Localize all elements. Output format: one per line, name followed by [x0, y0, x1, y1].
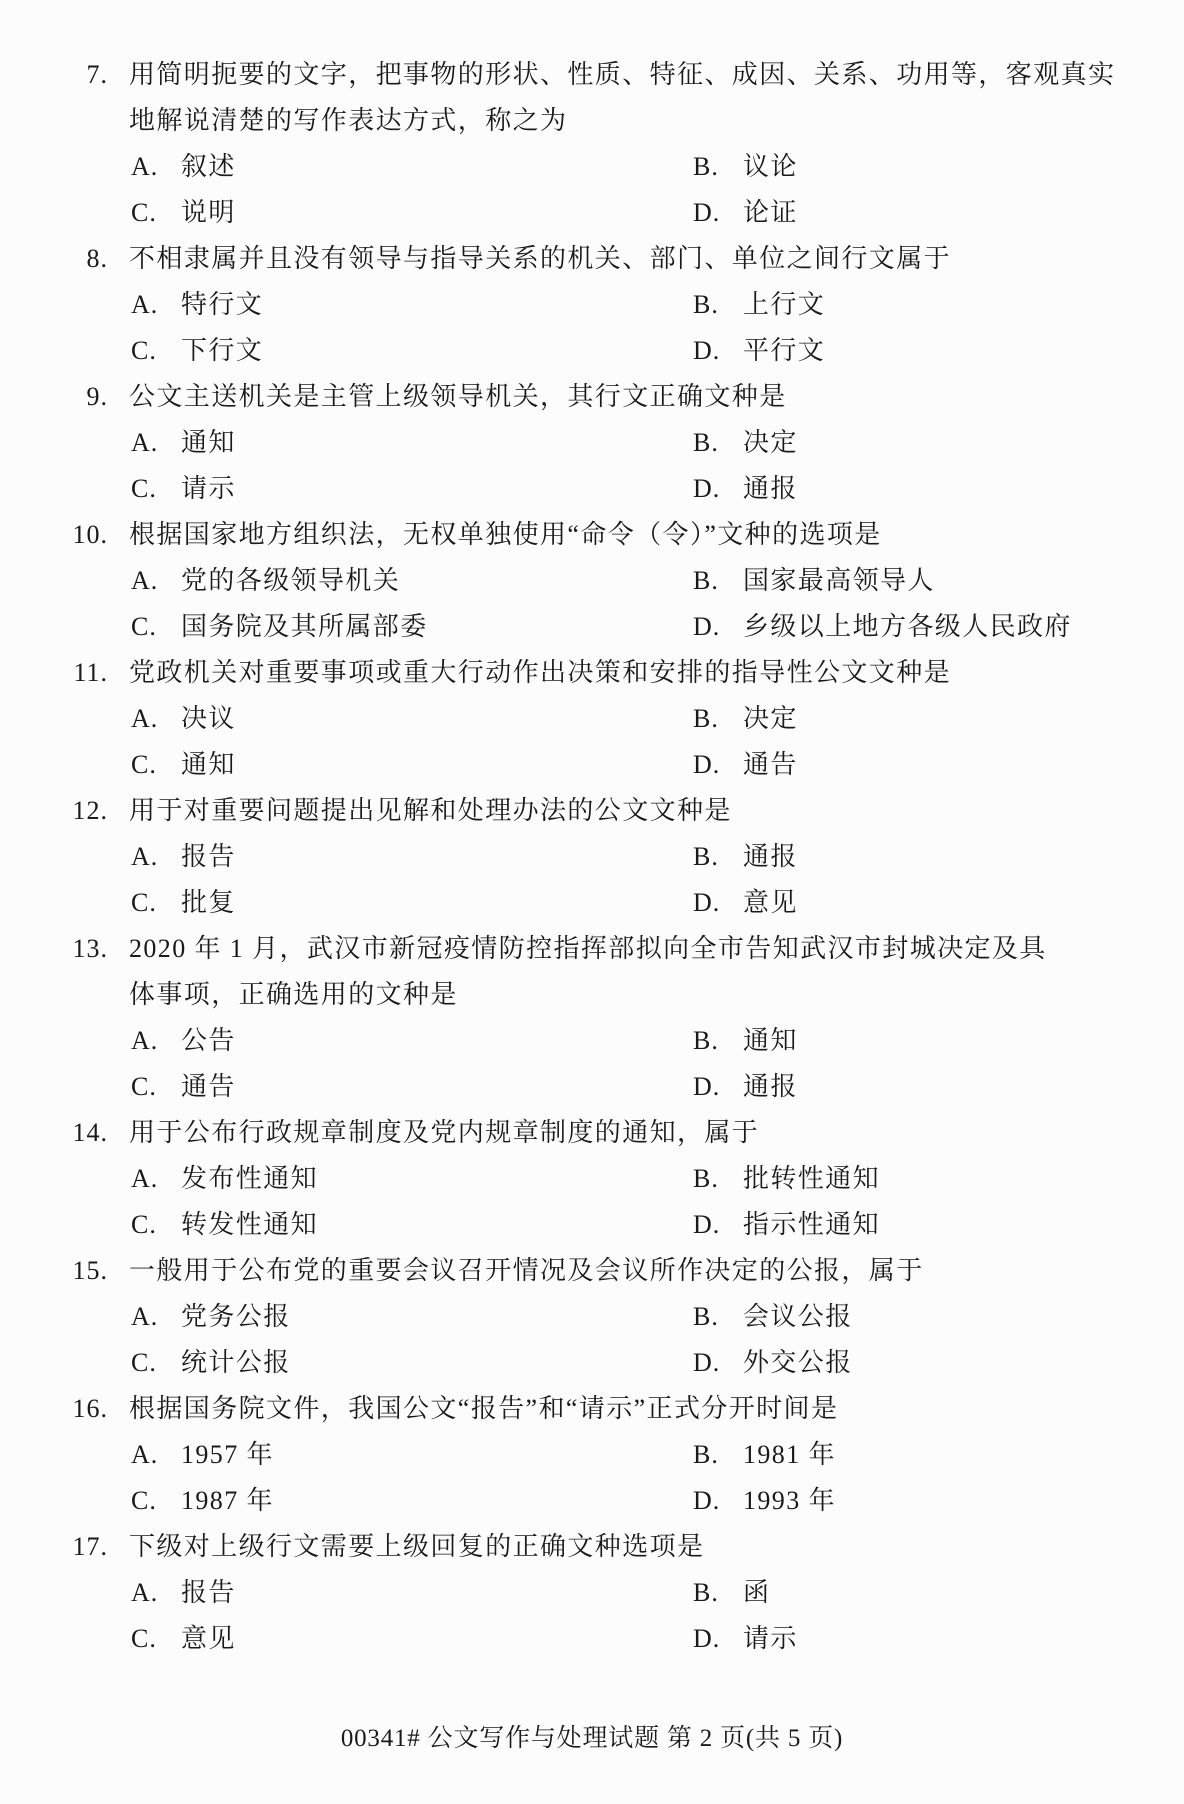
- option-item: [131, 742, 693, 788]
- option-label: B.: [693, 428, 719, 457]
- option-grid: [131, 282, 1184, 374]
- question-text: 公文主送机关是主管上级领导机关，其行文正确文种是: [129, 382, 787, 411]
- question-text: 用简明扼要的文字，把事物的形状、性质、特征、成因、关系、功用等，客观真实: [129, 60, 1116, 89]
- option-grid: [131, 834, 1184, 926]
- option-label: A.: [131, 842, 159, 871]
- option-item: [131, 1432, 693, 1478]
- option-label: D.: [693, 1486, 721, 1515]
- question-number: 8.: [86, 244, 108, 273]
- option-item: [693, 558, 1184, 604]
- option-item: [693, 466, 1184, 512]
- option-label: D.: [693, 336, 721, 365]
- option-text: 通告: [181, 1072, 236, 1101]
- option-item: [131, 190, 693, 236]
- option-text: 外交公报: [743, 1348, 853, 1377]
- option-item: [693, 604, 1184, 650]
- option-text: 发布性通知: [181, 1164, 319, 1193]
- option-text: 党务公报: [181, 1302, 291, 1331]
- option-text: 转发性通知: [181, 1210, 319, 1239]
- question-number: 10.: [72, 520, 108, 549]
- option-text: 通知: [743, 1026, 798, 1055]
- option-text: 通报: [743, 842, 798, 871]
- option-text: 1981 年: [743, 1440, 836, 1469]
- option-item: [693, 190, 1184, 236]
- option-item: [131, 880, 693, 926]
- question-line: [0, 52, 1184, 98]
- option-item: [131, 328, 693, 374]
- option-text: 请示: [743, 1624, 798, 1653]
- option-item: [131, 696, 693, 742]
- option-label: D.: [693, 1210, 721, 1239]
- option-label: D.: [693, 1624, 721, 1653]
- option-item: [131, 466, 693, 512]
- option-label: C.: [131, 1624, 157, 1653]
- question-item: [0, 236, 1184, 374]
- option-label: A.: [131, 1026, 159, 1055]
- question-text: 党政机关对重要事项或重大行动作出决策和安排的指导性公文文种是: [129, 658, 952, 687]
- option-label: B.: [693, 290, 719, 319]
- option-label: C.: [131, 750, 157, 779]
- option-text: 请示: [181, 474, 236, 503]
- option-text: 议论: [743, 152, 798, 181]
- question-text: 下级对上级行文需要上级回复的正确文种选项是: [129, 1532, 705, 1561]
- question-item: [0, 1110, 1184, 1248]
- option-label: D.: [693, 612, 721, 641]
- option-label: C.: [131, 1072, 157, 1101]
- option-label: B.: [693, 1164, 719, 1193]
- question-number: 15.: [72, 1256, 108, 1285]
- question-line: [0, 1248, 1184, 1294]
- question-number: 12.: [72, 796, 108, 825]
- option-text: 通知: [181, 428, 236, 457]
- option-grid: [131, 1432, 1184, 1524]
- option-item: [131, 282, 693, 328]
- option-text: 1987 年: [181, 1486, 274, 1515]
- option-item: [693, 144, 1184, 190]
- option-text: 公告: [181, 1026, 236, 1055]
- option-item: [131, 834, 693, 880]
- option-item: [693, 420, 1184, 466]
- question-line: [0, 650, 1184, 696]
- option-text: 通知: [181, 750, 236, 779]
- option-label: C.: [131, 612, 157, 641]
- question-line: [0, 1524, 1184, 1570]
- option-label: C.: [131, 1210, 157, 1239]
- option-label: B.: [693, 1578, 719, 1607]
- question-item: [0, 374, 1184, 512]
- option-item: [693, 1018, 1184, 1064]
- question-text: 根据国务院文件，我国公文“报告”和“请示”正式分开时间是: [129, 1394, 839, 1423]
- option-item: [693, 282, 1184, 328]
- question-text: 一般用于公布党的重要会议召开情况及会议所作决定的公报，属于: [129, 1256, 924, 1285]
- question-text: 地解说清楚的写作表达方式，称之为: [129, 106, 568, 135]
- option-text: 决定: [743, 704, 798, 733]
- option-item: [131, 1018, 693, 1064]
- option-text: 1957 年: [181, 1440, 274, 1469]
- option-item: [693, 696, 1184, 742]
- option-text: 特行文: [181, 290, 264, 319]
- option-text: 批复: [181, 888, 236, 917]
- option-label: B.: [693, 842, 719, 871]
- option-text: 意见: [181, 1624, 236, 1653]
- option-label: C.: [131, 474, 157, 503]
- option-item: [131, 558, 693, 604]
- option-grid: [131, 1294, 1184, 1386]
- option-text: 通报: [743, 474, 798, 503]
- question-number: 17.: [72, 1532, 108, 1561]
- option-text: 报告: [181, 842, 236, 871]
- option-grid: [131, 1570, 1184, 1662]
- question-item: [0, 52, 1184, 236]
- option-item: [693, 1340, 1184, 1386]
- question-item: [0, 650, 1184, 788]
- option-text: 报告: [181, 1578, 236, 1607]
- option-label: C.: [131, 336, 157, 365]
- option-text: 叙述: [181, 152, 236, 181]
- option-label: A.: [131, 704, 159, 733]
- option-text: 下行文: [181, 336, 264, 365]
- option-item: [693, 1294, 1184, 1340]
- option-label: C.: [131, 1348, 157, 1377]
- question-number: 7.: [86, 60, 108, 89]
- option-label: A.: [131, 152, 159, 181]
- question-text: 不相隶属并且没有领导与指导关系的机关、部门、单位之间行文属于: [129, 244, 952, 273]
- option-text: 指示性通知: [743, 1210, 881, 1239]
- option-grid: [131, 1018, 1184, 1110]
- option-item: [131, 1156, 693, 1202]
- option-label: A.: [131, 1302, 159, 1331]
- option-label: C.: [131, 1486, 157, 1515]
- option-label: B.: [693, 1440, 719, 1469]
- option-text: 论证: [743, 198, 798, 227]
- option-item: [131, 420, 693, 466]
- option-item: [693, 880, 1184, 926]
- option-text: 批转性通知: [743, 1164, 881, 1193]
- question-line: [0, 512, 1184, 558]
- option-label: A.: [131, 1164, 159, 1193]
- option-item: [131, 1340, 693, 1386]
- option-text: 决定: [743, 428, 798, 457]
- question-line: [0, 972, 1184, 1018]
- question-text: 2020 年 1 月，武汉市新冠疫情防控指挥部拟向全市告知武汉市封城决定及具: [129, 934, 1047, 963]
- option-label: A.: [131, 1440, 159, 1469]
- question-line: [0, 926, 1184, 972]
- question-number: 13.: [72, 934, 108, 963]
- question-number: 11.: [73, 658, 108, 687]
- question-line: [0, 1110, 1184, 1156]
- option-label: B.: [693, 704, 719, 733]
- option-text: 决议: [181, 704, 236, 733]
- option-item: [131, 1570, 693, 1616]
- option-label: A.: [131, 566, 159, 595]
- option-text: 说明: [181, 198, 236, 227]
- option-item: [693, 328, 1184, 374]
- option-grid: [131, 558, 1184, 650]
- option-item: [693, 1064, 1184, 1110]
- option-item: [693, 1616, 1184, 1662]
- option-text: 会议公报: [743, 1302, 853, 1331]
- option-item: [131, 1616, 693, 1662]
- option-label: B.: [693, 1026, 719, 1055]
- question-text: 用于公布行政规章制度及党内规章制度的通知，属于: [129, 1118, 760, 1147]
- option-text: 乡级以上地方各级人民政府: [743, 612, 1072, 641]
- question-item: [0, 1386, 1184, 1524]
- option-item: [131, 1478, 693, 1524]
- question-number: 14.: [72, 1118, 108, 1147]
- option-text: 党的各级领导机关: [181, 566, 401, 595]
- option-item: [693, 742, 1184, 788]
- option-text: 1993 年: [743, 1486, 836, 1515]
- option-label: D.: [693, 750, 721, 779]
- question-list: [0, 52, 1184, 1662]
- option-label: C.: [131, 888, 157, 917]
- question-item: [0, 1524, 1184, 1662]
- page-footer: 00341# 公文写作与处理试题 第 2 页(共 5 页): [340, 1725, 844, 1752]
- option-text: 统计公报: [181, 1348, 291, 1377]
- option-text: 通报: [743, 1072, 798, 1101]
- option-text: 国务院及其所属部委: [181, 612, 428, 641]
- question-line: [0, 236, 1184, 282]
- option-label: C.: [131, 198, 157, 227]
- option-label: D.: [693, 198, 721, 227]
- option-text: 平行文: [743, 336, 826, 365]
- option-label: D.: [693, 1072, 721, 1101]
- question-number: 16.: [72, 1394, 108, 1423]
- question-number: 9.: [86, 382, 108, 411]
- option-item: [693, 1156, 1184, 1202]
- option-item: [131, 144, 693, 190]
- question-item: [0, 926, 1184, 1110]
- option-label: D.: [693, 1348, 721, 1377]
- option-label: A.: [131, 428, 159, 457]
- option-label: D.: [693, 474, 721, 503]
- option-item: [693, 1478, 1184, 1524]
- option-item: [693, 834, 1184, 880]
- option-item: [131, 604, 693, 650]
- question-text: 体事项，正确选用的文种是: [129, 980, 458, 1009]
- question-line: [0, 374, 1184, 420]
- question-item: [0, 788, 1184, 926]
- question-item: [0, 1248, 1184, 1386]
- question-line: [0, 98, 1184, 144]
- option-label: D.: [693, 888, 721, 917]
- option-grid: [131, 1156, 1184, 1248]
- question-item: [0, 512, 1184, 650]
- option-label: B.: [693, 566, 719, 595]
- option-text: 上行文: [743, 290, 826, 319]
- option-label: A.: [131, 290, 159, 319]
- option-text: 通告: [743, 750, 798, 779]
- option-grid: [131, 696, 1184, 788]
- option-item: [131, 1202, 693, 1248]
- option-item: [131, 1064, 693, 1110]
- option-label: B.: [693, 152, 719, 181]
- option-text: 意见: [743, 888, 798, 917]
- question-line: [0, 1386, 1184, 1432]
- option-text: 国家最高领导人: [743, 566, 935, 595]
- option-grid: [131, 420, 1184, 512]
- question-text: 根据国家地方组织法，无权单独使用“命令（令）”文种的选项是: [129, 520, 882, 549]
- option-item: [693, 1202, 1184, 1248]
- question-line: [0, 788, 1184, 834]
- option-item: [693, 1570, 1184, 1616]
- option-item: [693, 1432, 1184, 1478]
- option-text: 函: [743, 1578, 771, 1607]
- option-label: A.: [131, 1578, 159, 1607]
- option-label: B.: [693, 1302, 719, 1331]
- option-item: [131, 1294, 693, 1340]
- option-grid: [131, 144, 1184, 236]
- question-text: 用于对重要问题提出见解和处理办法的公文文种是: [129, 796, 732, 825]
